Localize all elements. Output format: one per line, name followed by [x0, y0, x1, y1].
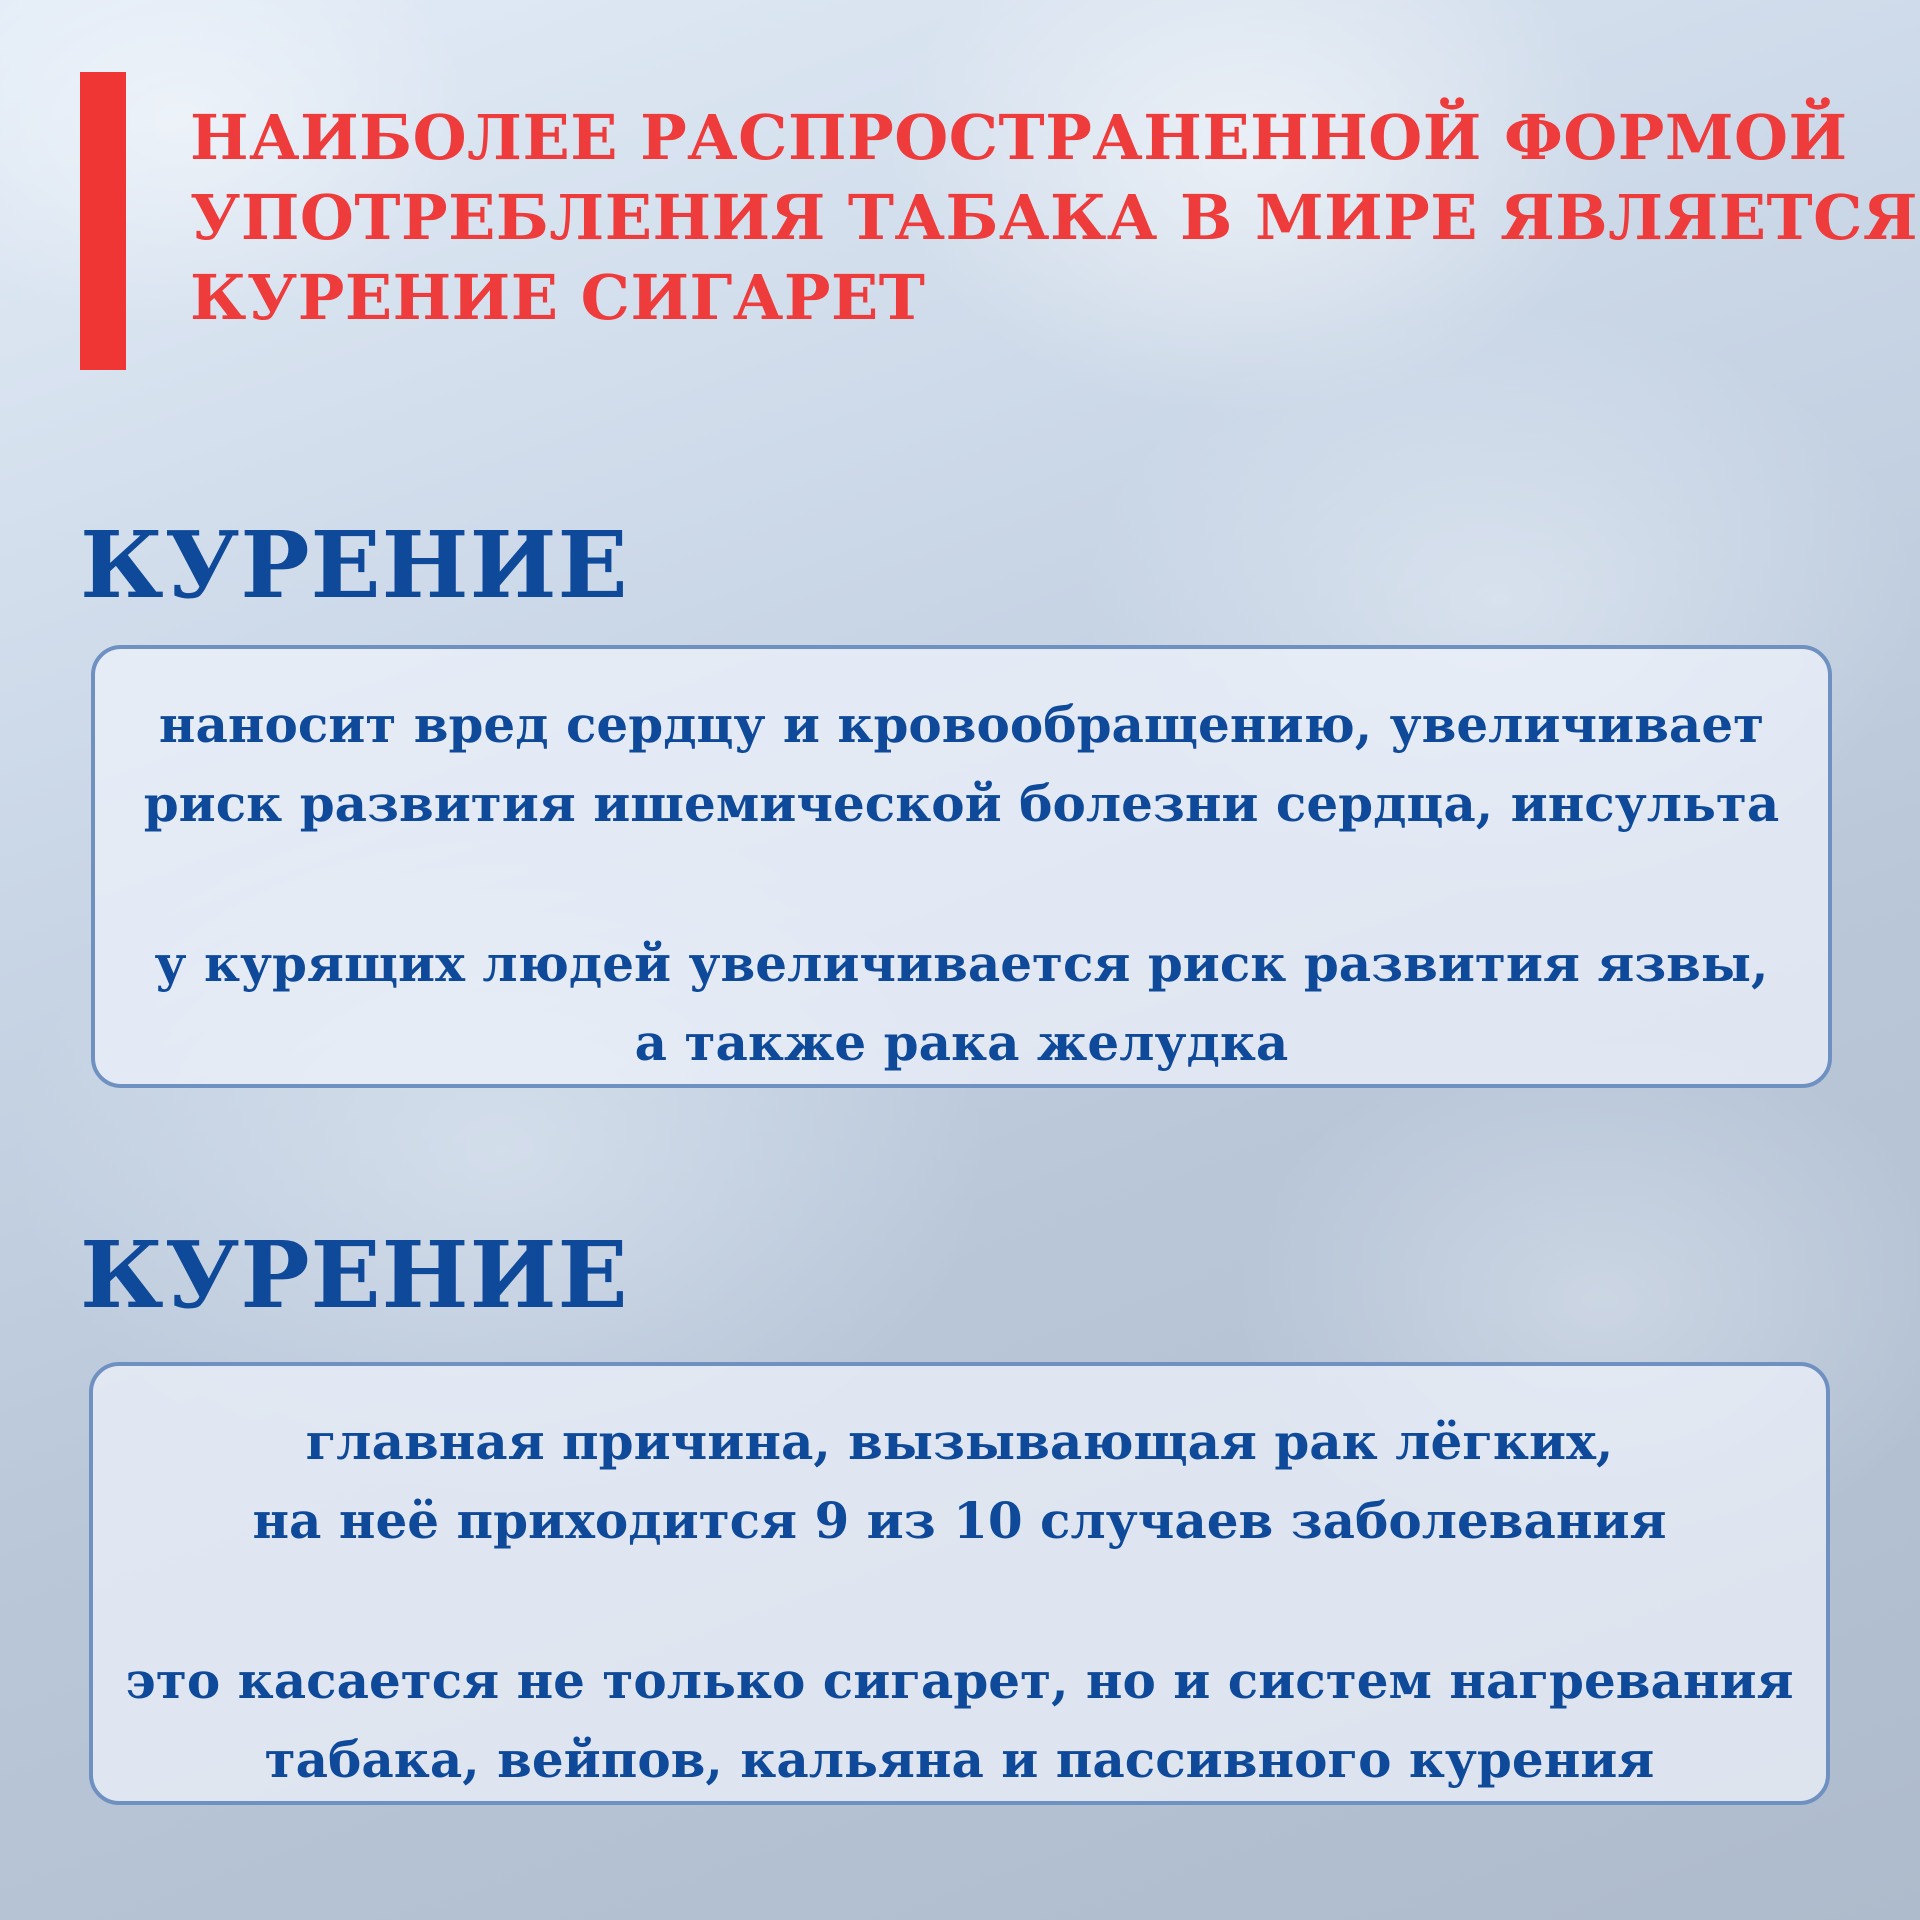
card-line: табака, вейпов, кальяна и пассивного курения [264, 1730, 1655, 1789]
headline-line: КУРЕНИЕ СИГАРЕТ [190, 261, 926, 334]
card-line: на неё приходится 9 из 10 случаев заболевания [252, 1491, 1667, 1550]
paragraph-gap [95, 843, 1828, 924]
section-title: КУРЕНИЕ [80, 511, 629, 619]
card-line: наносит вред сердцу и кровообращению, увеличивает [158, 695, 1765, 754]
card-paragraph [95, 924, 1828, 1082]
card-line: главная причина, вызывающая рак лёгких, [305, 1412, 1614, 1471]
info-card [89, 1362, 1830, 1805]
card-paragraph [95, 685, 1828, 843]
paragraph-gap [93, 1560, 1826, 1641]
info-card [91, 645, 1832, 1088]
card-line: это касается не только сигарет, но и систем нагревания [125, 1651, 1794, 1710]
section-title: КУРЕНИЕ [80, 1221, 629, 1329]
headline-line: УПОТРЕБЛЕНИЯ ТАБАКА В МИРЕ ЯВЛЯЕТСЯ [190, 181, 1919, 254]
card-line: у курящих людей увеличивается риск развития язвы, [154, 934, 1769, 993]
headline-line: НАИБОЛЕЕ РАСПРОСТРАНЕННОЙ ФОРМОЙ [190, 101, 1848, 174]
headline [190, 98, 1919, 338]
card-paragraph [93, 1402, 1826, 1560]
accent-bar [80, 72, 126, 370]
card-paragraph [93, 1641, 1826, 1799]
card-line: риск развития ишемической болезни сердца, инсульта [143, 774, 1780, 833]
card-line: а также рака желудка [634, 1013, 1289, 1072]
